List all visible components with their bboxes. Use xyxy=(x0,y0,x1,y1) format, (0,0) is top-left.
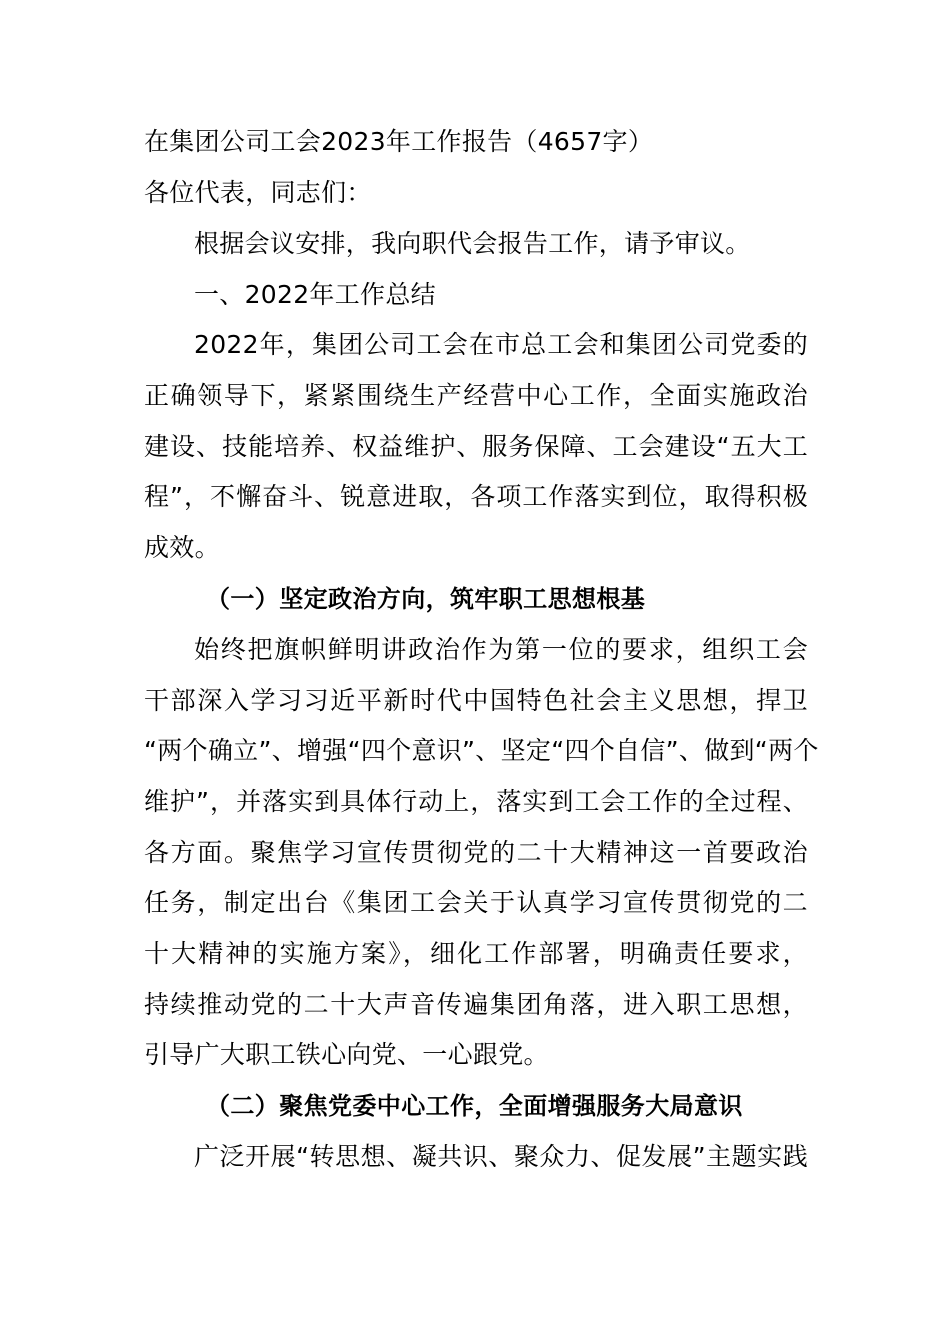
summary-line: 成效。 xyxy=(144,533,220,562)
subsection-1-heading: （一）坚定政治方向，筑牢职工思想根基 xyxy=(206,585,646,613)
subsection-1-line: “两个确立”、增强“四个意识”、坚定“四个自信”、做到“两个 xyxy=(144,736,819,765)
subsection-1-line: 始终把旗帜鲜明讲政治作为第一位的要求，组织工会 xyxy=(194,635,808,664)
summary-line: 建设、技能培养、权益维护、服务保障、工会建设“五大工 xyxy=(144,432,808,461)
summary-line: 程”，不懈奋斗、锐意进取，各项工作落实到位，取得积极 xyxy=(144,482,808,511)
subsection-2-line: 广泛开展“转思想、凝共识、聚众力、促发展”主题实践 xyxy=(194,1142,808,1171)
subsection-1-line: 维护”，并落实到具体行动上，落实到工会工作的全过程、 xyxy=(144,787,808,816)
opening-paragraph: 根据会议安排，我向职代会报告工作，请予审议。 xyxy=(194,229,751,258)
subsection-1-line: 引导广大职工铁心向党、一心跟党。 xyxy=(144,1040,549,1069)
document-title: 在集团公司工会2023年工作报告（4657字） xyxy=(144,127,654,156)
summary-line: 2022年，集团公司工会在市总工会和集团公司党委的 xyxy=(194,330,808,359)
subsection-1-line: 各方面。聚焦学习宣传贯彻党的二十大精神这一首要政治 xyxy=(144,838,808,867)
subsection-1-line: 干部深入学习习近平新时代中国特色社会主义思想，捍卫 xyxy=(144,686,808,715)
salutation: 各位代表，同志们： xyxy=(144,178,372,207)
subsection-1-line: 持续推动党的二十大声音传遍集团角落，进入职工思想， xyxy=(144,990,808,1019)
summary-line: 正确领导下，紧紧围绕生产经营中心工作，全面实施政治 xyxy=(144,381,808,410)
subsection-1-line: 十大精神的实施方案》，细化工作部署，明确责任要求， xyxy=(144,939,808,968)
section-one-heading: 一、2022年工作总结 xyxy=(194,280,436,309)
subsection-2-heading: （二）聚焦党委中心工作，全面增强服务大局意识 xyxy=(206,1092,743,1120)
subsection-1-line: 任务，制定出台《集团工会关于认真学习宣传贯彻党的二 xyxy=(144,888,808,917)
